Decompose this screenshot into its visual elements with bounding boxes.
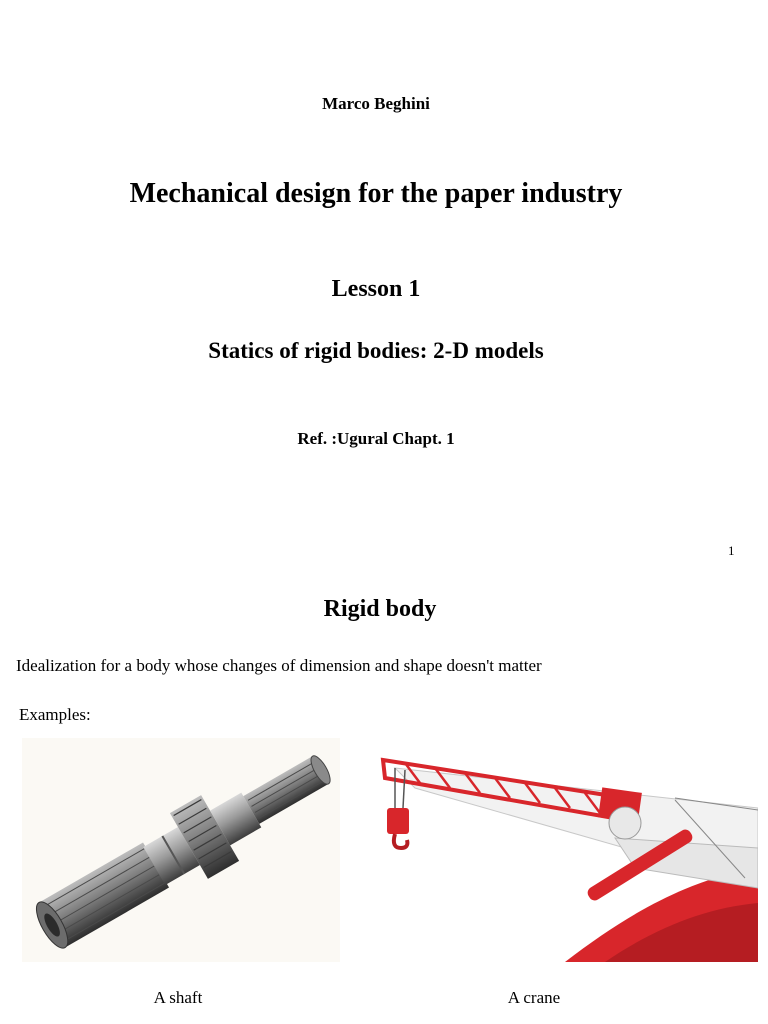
examples-label: Examples: [19,705,91,724]
definition-paragraph: Idealization for a body whose changes of dimension and shape doesn't matter [16,656,542,675]
shaft-photo [22,738,340,962]
document-title: Mechanical design for the paper industry [129,178,623,209]
lesson-subtitle: Statics of rigid bodies: 2-D models [208,338,544,363]
crane-illustration [375,738,758,962]
page-number: 1 [728,543,735,558]
lesson-number: Lesson 1 [331,276,421,302]
section-heading: Rigid body [323,596,437,622]
shaft-caption: A shaft [153,988,203,1007]
crane-caption: A crane [507,988,561,1007]
author-name: Marco Beghini [322,94,430,113]
crane-photo [375,738,758,962]
shaft-illustration [22,738,340,962]
reference-text: Ref. :Ugural Chapt. 1 [297,429,455,448]
